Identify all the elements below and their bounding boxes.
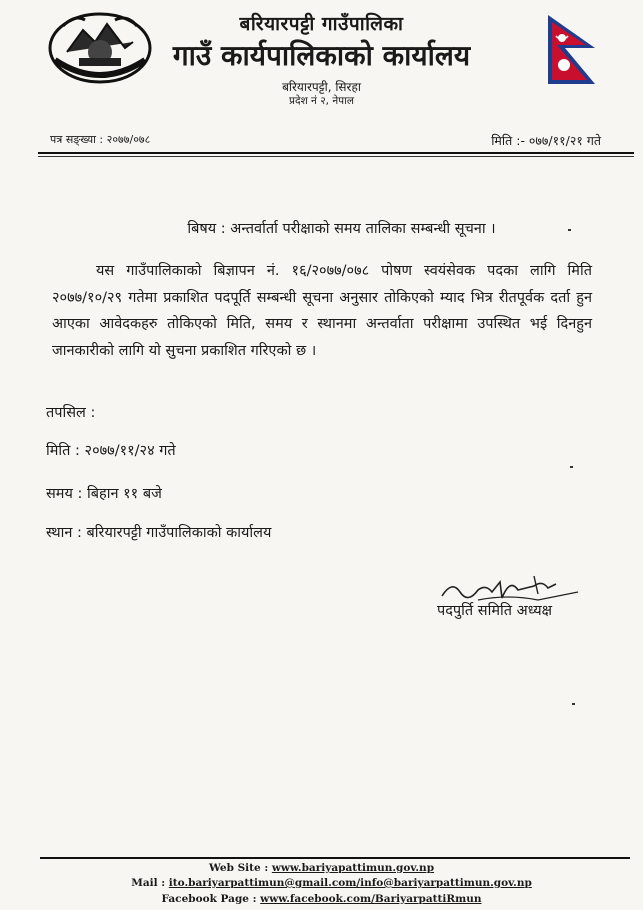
- speck: [568, 229, 571, 231]
- letter-date: मिति :- ०७७/११/२१ गते: [491, 133, 601, 148]
- mail-label: Mail :: [131, 877, 169, 889]
- website-label: Web Site :: [208, 862, 272, 874]
- mail-link[interactable]: ito.bariyarpattimun@gmail.com/info@bariyarpattimun.gov.np: [168, 877, 532, 889]
- signatory-title: पदपुर्ति समिति अध्यक्ष: [437, 603, 552, 619]
- municipality-name: बरियारपट्टी गाउँपालिका: [239, 13, 404, 35]
- schedule-venue: स्थान : बरियारपट्टी गाउँपालिकाको कार्यालय: [46, 525, 272, 541]
- schedule-heading: तपसिल :: [46, 405, 96, 421]
- schedule-time: समय : बिहान ११ बजे: [46, 486, 162, 502]
- footer-divider: [40, 857, 630, 859]
- office-address: बरियारपट्टी, सिरहा: [282, 80, 361, 94]
- reference-number: पत्र सङ्ख्या : २०७७/०७८: [50, 133, 151, 146]
- footer-mail: [10, 877, 643, 889]
- footer-facebook: [0, 893, 643, 905]
- header-divider: [38, 152, 634, 154]
- office-title: गाउँ कार्यपालिकाको कार्यालय: [172, 39, 471, 72]
- footer-website: [0, 862, 643, 874]
- schedule-date: मिति : २०७७/११/२४ गते: [46, 443, 176, 459]
- header-divider-thin: [38, 156, 634, 157]
- nepal-flag-icon: [545, 12, 599, 88]
- speck: [572, 703, 575, 705]
- subject-line: बिषय : अन्तर्वार्ता परीक्षाको समय तालिका सम्बन्धी सूचना ।: [187, 221, 496, 237]
- body-paragraph: यस गाउँपालिकाको बिज्ञापन नं. १६/२०७७/०७८ पोषण स्वयंसेवक पदका लागि मिति २०७७/१०/२९ गतेमा प्रकाशित पदपूर्ति सम्बन्धी सूचना अनुसार तोकिएको म्याद भित्र रीतपूर्वक दर्ता हुन आएका आवेदकहरु तोकिएको मिति, समय र स्थानमा अन्तर्वाता परीक्षामा उपस्थित भई दिनहुन जानकारीको लागि यो सुचना प्रकाशित गरिएको छ ।: [52, 263, 592, 359]
- office-province: प्रदेश नं २, नेपाल: [289, 95, 354, 107]
- website-link[interactable]: www.bariyapattimun.gov.np: [271, 862, 435, 874]
- speck: [570, 466, 573, 468]
- facebook-link[interactable]: www.facebook.com/BariyarpattiRmun: [260, 893, 482, 905]
- facebook-label: Facebook Page :: [161, 893, 261, 905]
